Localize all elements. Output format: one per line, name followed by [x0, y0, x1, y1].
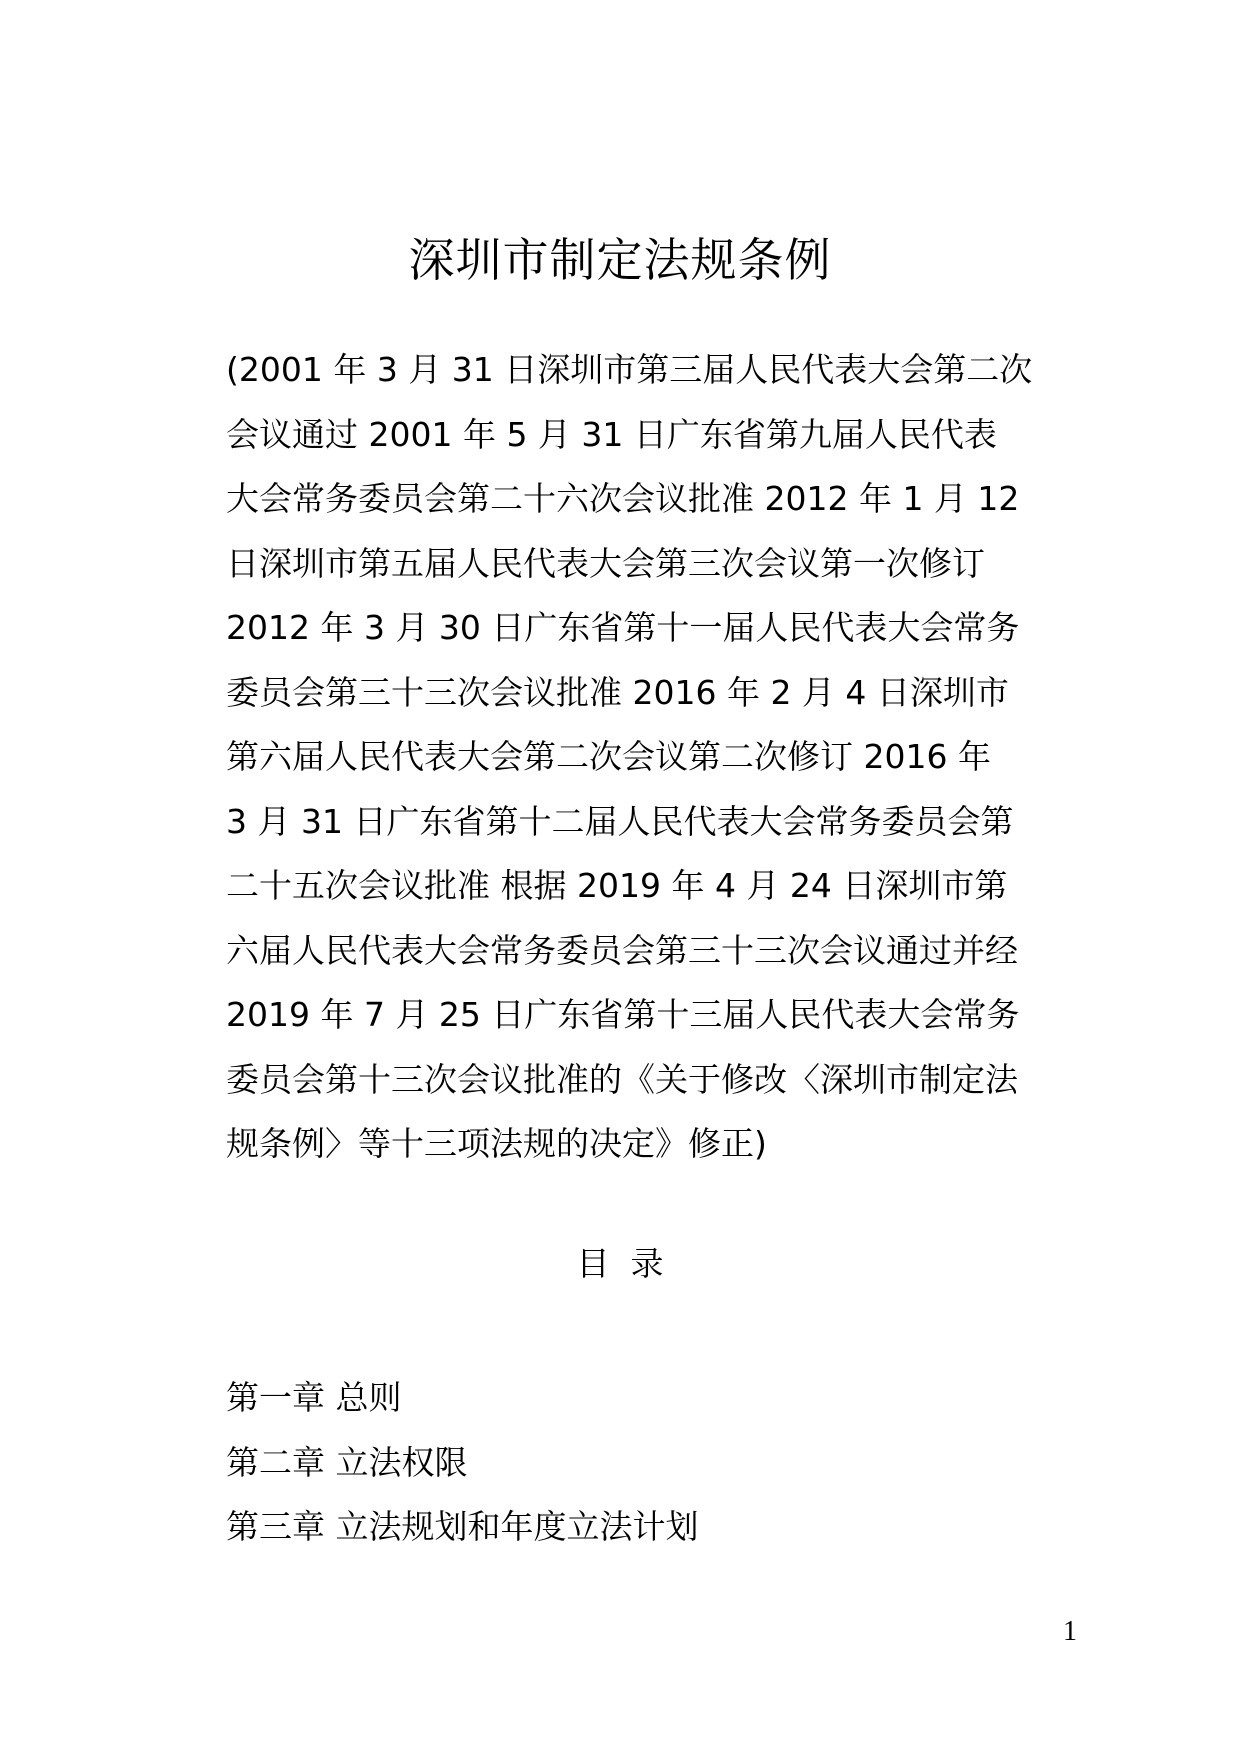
history-line: 委员会第三十三次会议批准 2016 年 2 月 4 日深圳市 [226, 672, 1009, 712]
history-line: 2019 年 7 月 25 日广东省第十三届人民代表大会常务 [226, 995, 1020, 1034]
history-line: 大会常务委员会第二十六次会议批准 2012 年 1 月 12 [226, 479, 1020, 518]
history-line: 2012 年 3 月 30 日广东省第十一届人民代表大会常务 [226, 608, 1020, 647]
history-line: 六届人民代表大会常务委员会第三十三次会议通过并经 [226, 930, 1018, 970]
history-line: 委员会第十三次会议批准的《关于修改〈深圳市制定法 [226, 1059, 1018, 1099]
document-title: 深圳市制定法规条例 [408, 233, 832, 287]
history-line: 3 月 31 日广东省第十二届人民代表大会常务委员会第 [226, 801, 1014, 841]
history-line: 第六届人民代表大会第二次会议第二次修订 2016 年 [226, 737, 991, 776]
history-line: 日深圳市第五届人民代表大会第三次会议第一次修订 [226, 543, 985, 583]
toc-item-chapter-1: 第一章 总则 [226, 1378, 402, 1417]
history-line: 二十五次会议批准 根据 2019 年 4 月 24 日深圳市第 [226, 866, 1008, 905]
toc-item-chapter-2: 第二章 立法权限 [226, 1442, 468, 1482]
toc-heading: 目 录 [576, 1244, 664, 1283]
history-line: (2001 年 3 月 31 日深圳市第三届人民代表大会第二次 [226, 350, 1033, 389]
history-line: 会议通过 2001 年 5 月 31 日广东省第九届人民代表 [226, 414, 997, 454]
page-number: 1 [1063, 1616, 1077, 1647]
table-of-contents [226, 1366, 1026, 1560]
toc-item-chapter-3: 第三章 立法规划和年度立法计划 [226, 1507, 699, 1546]
legislative-history [226, 338, 1033, 1177]
history-line: 规条例〉等十三项法规的决定》修正) [226, 1124, 767, 1163]
